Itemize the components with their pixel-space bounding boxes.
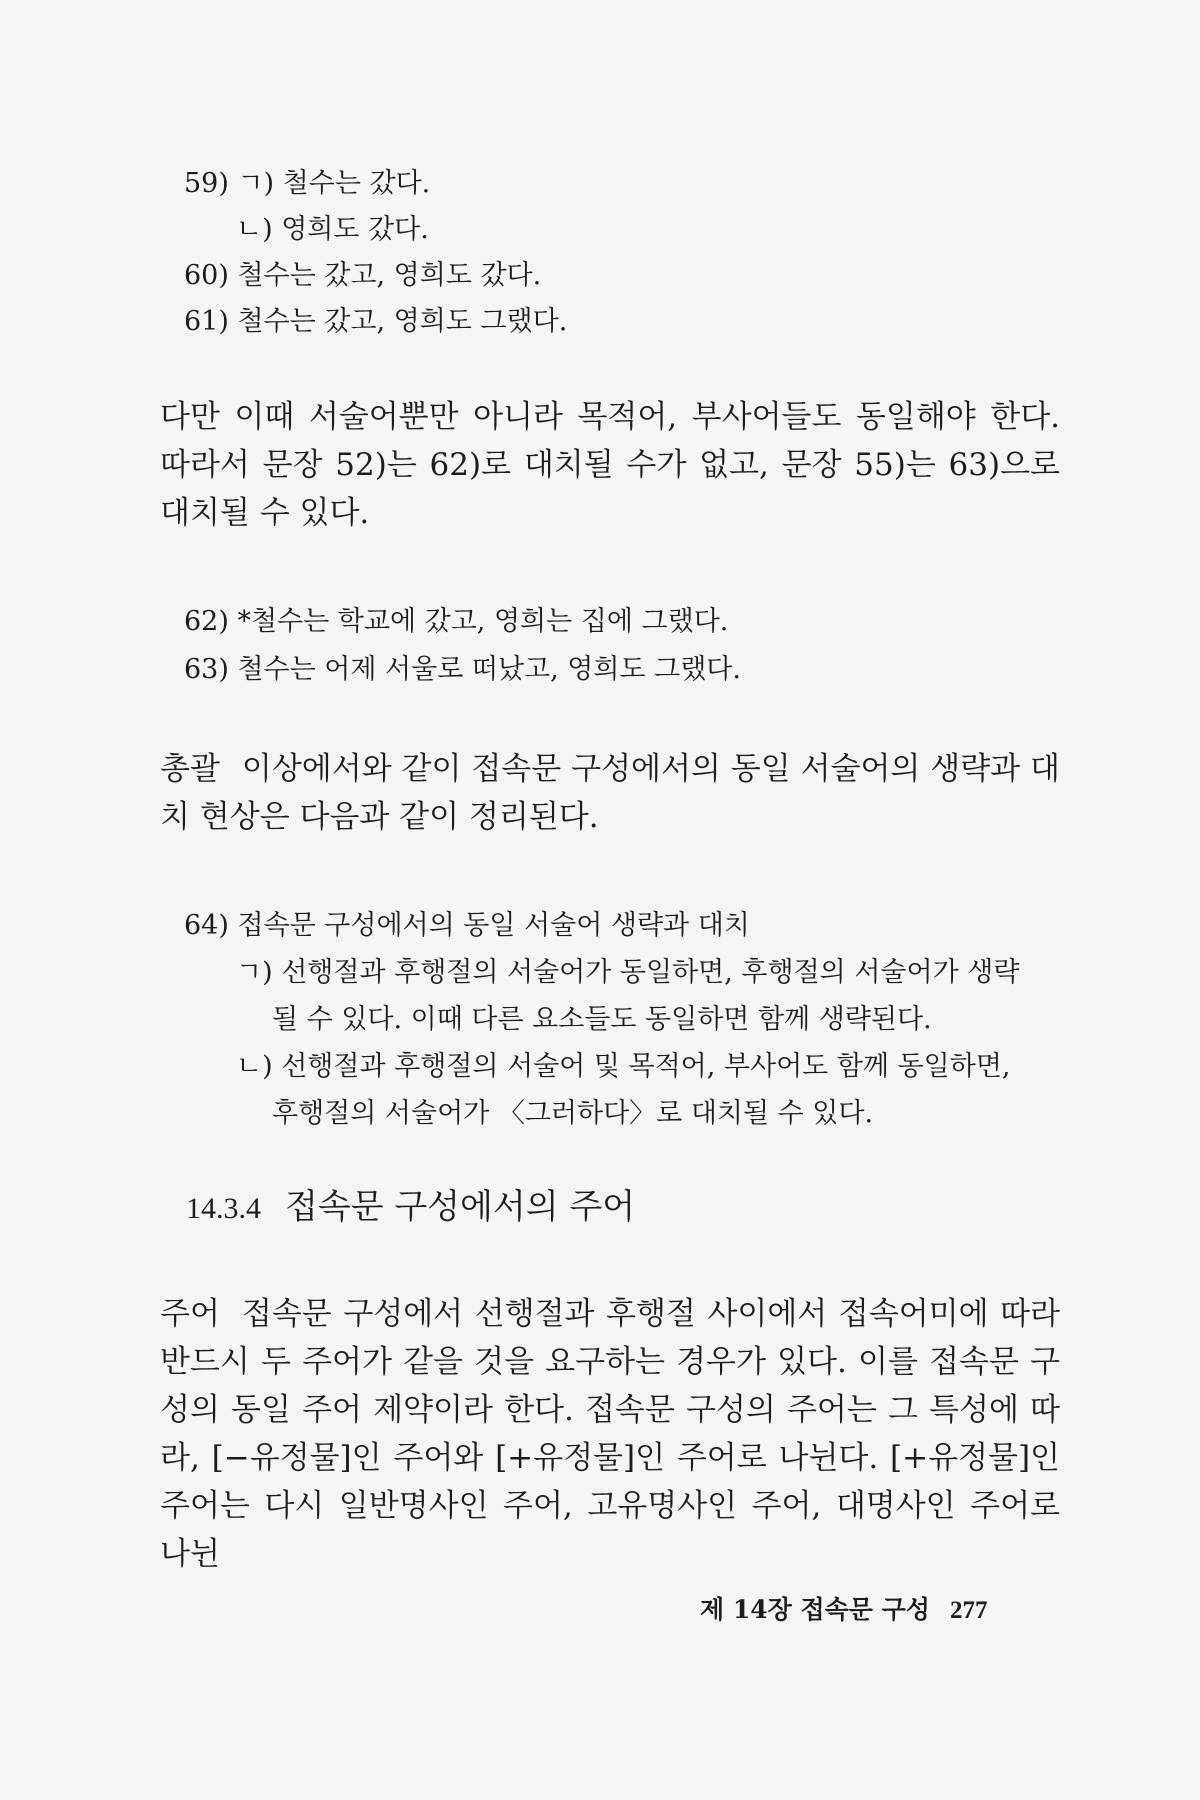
- example-64b-line2: 후행절의 서술어가 〈그러하다〉로 대치될 수 있다.: [272, 1098, 874, 1129]
- running-footer: [700, 1593, 987, 1628]
- paragraph-substitution: 다만 이때 서술어뿐만 아니라 목적어, 부사어들도 동일해야 한다. 따라서 문장 52)는 62)로 대치될 수가 없고, 문장 55)는 63)으로 대치될 수 있다.: [160, 399, 1060, 531]
- paragraph-text: 이상에서와 같이 접속문 구성에서의 동일 서술어의 생략과 대치 현상은 다음과 같이 정리된다.: [160, 751, 1060, 835]
- paragraph-text: 접속문 구성에서 선행절과 후행절 사이에서 접속어미에 따라 반드시 두 주어가 같을 것을 요구하는 경우가 있다. 이를 접속문 구성의 동일 주어 제약이라 한다. 접속문 구성의 주어는 그 특성에 따라, [−유정물]인 주어와 [+유정물]인 주어로 나뉜다. [+유정물]인 주어는 다시 일반명사인 주어, 고유명사인 주어, 대명사인 주어로 나뉜: [160, 1296, 1060, 1572]
- example-59a: 59) ㄱ) 철수는 갔다.: [184, 168, 431, 199]
- example-61: 61) 철수는 갔고, 영희도 그랬다.: [184, 306, 568, 337]
- example-60: 60) 철수는 갔고, 영희도 갔다.: [184, 260, 542, 291]
- example-64a-line1: ㄱ) 선행절과 후행절의 서술어가 동일하면, 후행절의 서술어가 생략: [236, 957, 1020, 988]
- section-heading: [186, 1185, 635, 1231]
- example-59b: ㄴ) 영희도 갔다.: [236, 214, 429, 245]
- example-63: 63) 철수는 어제 서울로 떠났고, 영희도 그랬다.: [184, 654, 741, 685]
- paragraph-lead: 총괄: [160, 751, 220, 787]
- chapter-title: 제 14장 접속문 구성: [700, 1595, 930, 1624]
- paragraph-subject: [160, 1290, 1060, 1578]
- section-number: 14.3.4: [186, 1192, 261, 1225]
- example-64-title: 64) 접속문 구성에서의 동일 서술어 생략과 대치: [184, 910, 750, 941]
- paragraph-summary: [160, 745, 1060, 841]
- section-title: 접속문 구성에서의 주어: [285, 1187, 636, 1227]
- example-62: 62) *철수는 학교에 갔고, 영희는 집에 그랬다.: [184, 606, 729, 637]
- paragraph-lead: 주어: [160, 1296, 220, 1332]
- page-number: 277: [949, 1597, 988, 1624]
- example-64b-line1: ㄴ) 선행절과 후행절의 서술어 및 목적어, 부사어도 함께 동일하면,: [236, 1051, 1011, 1082]
- example-64a-line2: 될 수 있다. 이때 다른 요소들도 동일하면 함께 생략된다.: [272, 1004, 932, 1035]
